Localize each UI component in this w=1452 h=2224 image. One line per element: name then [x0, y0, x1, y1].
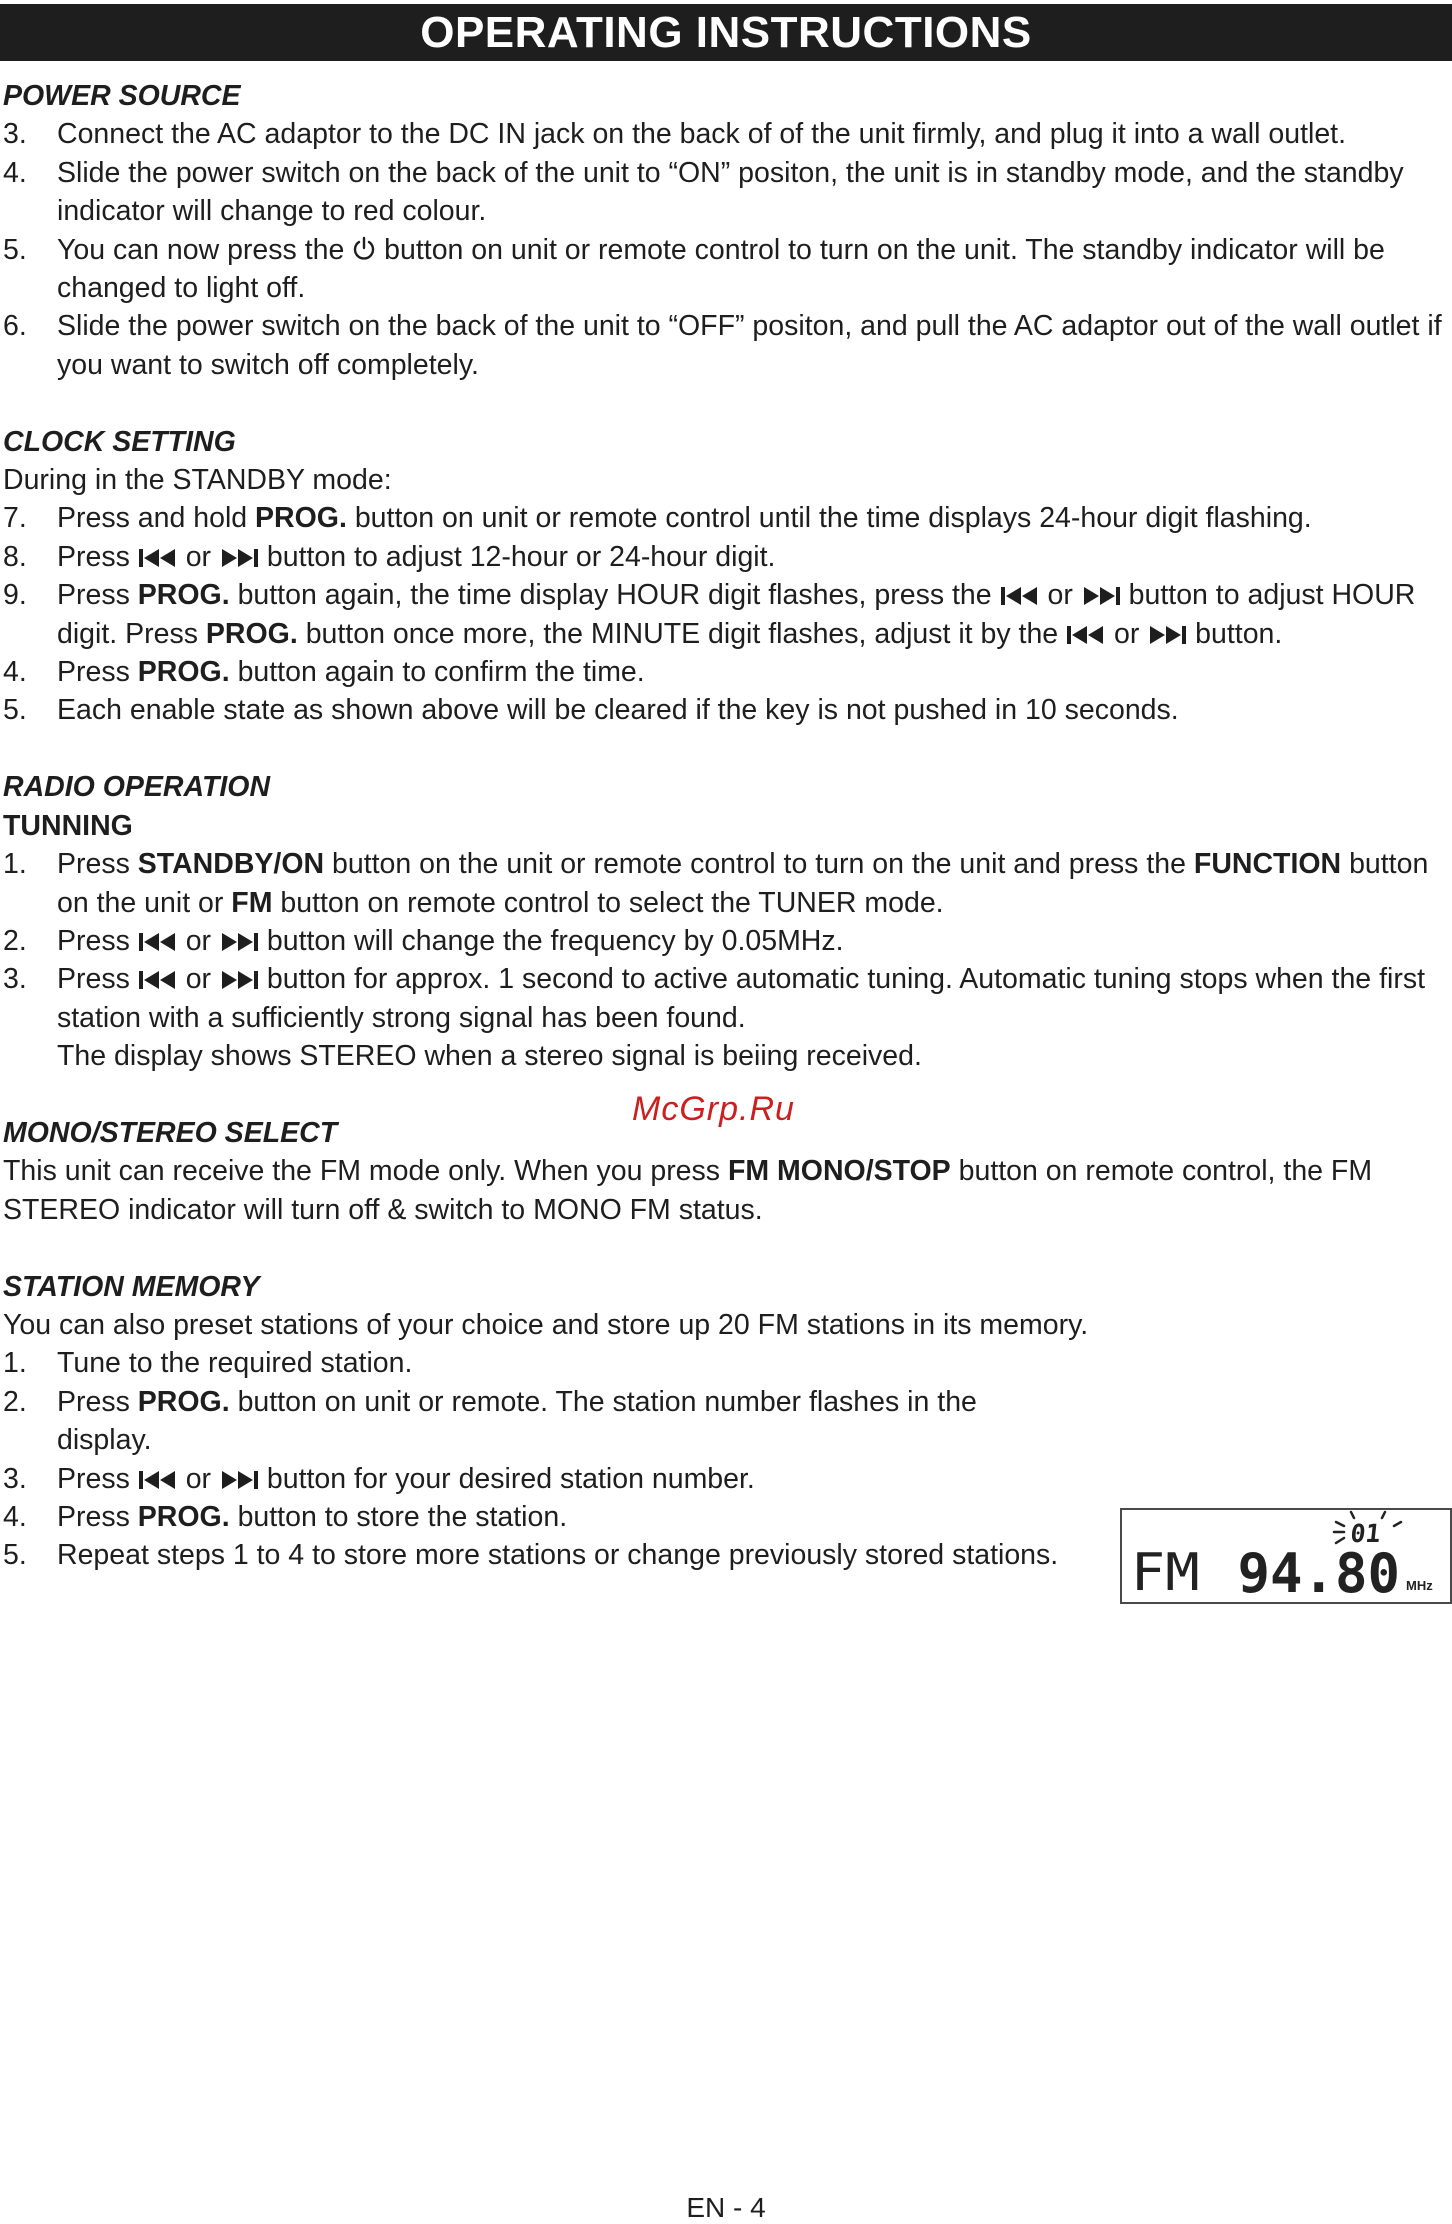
item-number: 5. [3, 694, 27, 727]
list-item [3, 231, 1449, 308]
list-item [3, 538, 1449, 576]
item-number: 5. [3, 1539, 27, 1572]
list-item [3, 154, 1449, 231]
skip-forward-icon [219, 547, 259, 569]
clock-intro: During in the STANDBY mode: [3, 464, 392, 497]
item-text: Press PROG. button again, the time display HOUR digit flashes, press the or button to adjust HOUR digit. Press PROG. button once more, the MINUTE digit flashes, adjust it by the or button. [57, 579, 1416, 650]
skip-forward-icon [219, 931, 259, 953]
item-number: 3. [3, 118, 27, 151]
prog-label: PROG. [205, 617, 298, 650]
skip-back-icon [138, 931, 178, 953]
item-number: 4. [3, 656, 27, 689]
list-item [3, 1383, 1053, 1460]
item-text: Press and hold PROG. button on unit or remote control until the time displays 24-hour digit flashing. [57, 502, 1312, 535]
list-item [3, 576, 1449, 653]
list-item [3, 691, 1449, 729]
item-text: Repeat steps 1 to 4 to store more stations or change previously stored stations. [57, 1539, 1059, 1572]
item-text: Press PROG. button to store the station. [57, 1500, 568, 1533]
mono-stereo-paragraph: This unit can receive the FM mode only. When you press FM MONO/STOP button on remote control, the FM STEREO indicator will turn off & switch to MONO FM status. [3, 1155, 1373, 1226]
function-label: FUNCTION [1193, 848, 1342, 881]
lcd-preset-number: 01 [1348, 1519, 1383, 1548]
standby-on-label: STANDBY/ON [137, 848, 325, 881]
list-item [3, 845, 1449, 922]
list-item [3, 499, 1449, 537]
item-number: 5. [3, 233, 27, 266]
item-text: Press STANDBY/ON button on the unit or remote control to turn on the unit and press the FUNCTION button on the unit or FM button on remote control to select the TUNER mode. [57, 848, 1429, 919]
prog-label: PROG. [137, 1385, 230, 1418]
skip-forward-icon [219, 1469, 259, 1491]
list-item [3, 922, 1449, 960]
lcd-display-illustration [1120, 1508, 1452, 1604]
item-text: Each enable state as shown above will be cleared if the key is not pushed in 10 seconds. [57, 694, 1179, 727]
section-heading-radio-operation: RADIO OPERATION [3, 771, 271, 804]
item-text: Press PROG. button on unit or remote. The station number flashes in the display. [57, 1385, 977, 1457]
lcd-frequency: 94.80 [1237, 1542, 1400, 1602]
station-memory-intro: You can also preset stations of your choice and store up 20 FM stations in its memory. [3, 1308, 1089, 1341]
item-text: Press or button to adjust 12-hour or 24-hour digit. [57, 540, 776, 573]
prog-label: PROG. [137, 579, 230, 612]
prog-label: PROG. [137, 1500, 230, 1533]
lcd-unit: MHz [1406, 1578, 1433, 1593]
page-title: OPERATING INSTRUCTIONS [0, 4, 1452, 61]
fm-label: FM [231, 886, 273, 919]
section-heading-power-source: POWER SOURCE [3, 80, 241, 112]
item-text: Slide the power switch on the back of the unit to “ON” positon, the unit is in standby mode, and the standby indicator will change to red colour. [57, 156, 1404, 228]
list-item [3, 653, 1449, 691]
item-number: 6. [3, 310, 27, 343]
power-icon [352, 236, 376, 262]
item-number: 4. [3, 1500, 27, 1533]
item-number: 7. [3, 502, 27, 535]
watermark: McGrp.Ru [632, 1090, 795, 1128]
skip-back-icon [138, 969, 178, 991]
item-text [57, 231, 1449, 308]
item-number: 3. [3, 1462, 27, 1495]
text-run: You can now press the [57, 233, 345, 266]
item-text: Press or button will change the frequency by 0.05MHz. [57, 924, 844, 957]
item-number: 2. [3, 1385, 27, 1418]
section-heading-clock-setting: CLOCK SETTING [3, 425, 236, 458]
text-run: button on unit or remote control to turn on the unit. The standby indicator will be changed to light off. [57, 233, 1385, 305]
skip-forward-icon [1081, 585, 1121, 607]
skip-back-icon [1000, 585, 1040, 607]
item-text: Press PROG. button again to confirm the time. [57, 656, 645, 689]
item-text: Press or button for your desired station number. [57, 1462, 755, 1495]
skip-forward-icon [1147, 624, 1187, 646]
page-number: EN - 4 [686, 2192, 766, 2223]
subheading-tunning: TUNNING [3, 809, 133, 842]
item-number: 4. [3, 156, 27, 189]
item-number: 8. [3, 540, 27, 573]
list-item [3, 307, 1449, 384]
skip-back-icon [1066, 624, 1106, 646]
prog-label: PROG. [255, 502, 347, 535]
list-item [3, 1344, 1449, 1382]
fm-mono-stop-label: FM MONO/STOP [727, 1155, 951, 1188]
item-text: Press or button for approx. 1 second to active automatic tuning. Automatic tuning stops when the first station with a sufficiently strong signal has been found. The display shows STEREO when a stereo signal is beiing received. [57, 963, 1425, 1073]
instructions-body [3, 77, 1449, 1575]
lcd-display-graphic [1122, 1510, 1450, 1602]
item-text: Tune to the required station. [57, 1347, 413, 1380]
lcd-band: FM [1130, 1541, 1200, 1602]
skip-back-icon [138, 547, 178, 569]
skip-back-icon [138, 1469, 178, 1491]
item-number: 1. [3, 848, 27, 881]
section-heading-station-memory: STATION MEMORY [3, 1270, 260, 1303]
item-text: Slide the power switch on the back of the unit to “OFF” positon, and pull the AC adaptor out of the wall outlet if you want to switch off completely. [57, 310, 1442, 381]
item-number: 9. [3, 579, 27, 612]
list-item [3, 1460, 1449, 1498]
list-item [3, 960, 1449, 1075]
item-number: 3. [3, 963, 27, 996]
item-text: Connect the AC adaptor to the DC IN jack on the back of of the unit firmly, and plug it into a wall outlet. [57, 118, 1347, 151]
list-item [3, 115, 1449, 153]
item-number: 2. [3, 924, 27, 957]
prog-label: PROG. [137, 656, 230, 689]
skip-forward-icon [219, 969, 259, 991]
item-number: 1. [3, 1347, 27, 1380]
section-heading-mono-stereo: MONO/STEREO SELECT [3, 1116, 338, 1149]
